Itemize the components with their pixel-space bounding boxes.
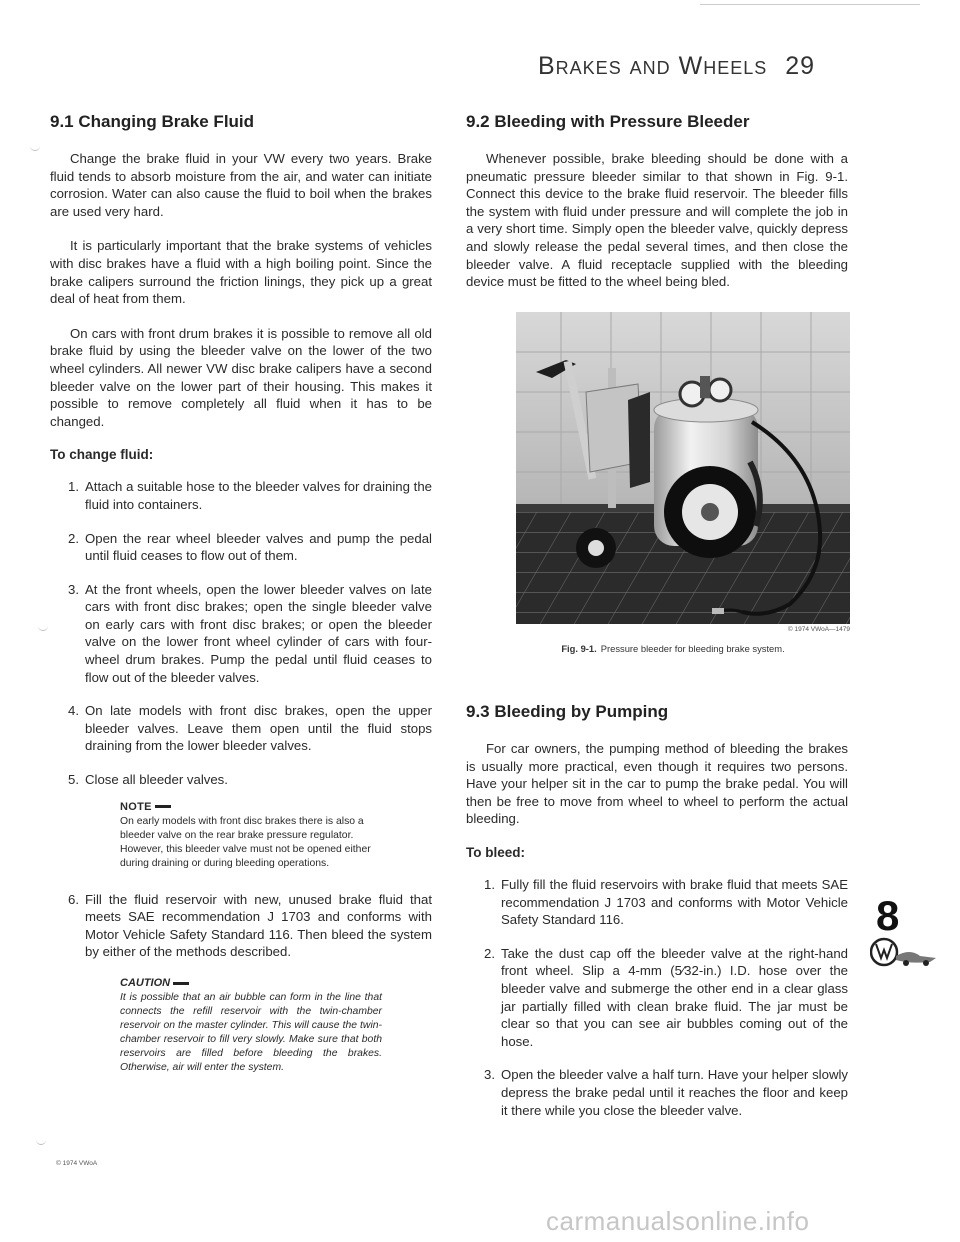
section-heading-9-3: 9.3 Bleeding by Pumping <box>466 702 669 721</box>
margin-mark <box>36 1134 46 1145</box>
top-rule <box>700 4 920 5</box>
step-item <box>50 530 432 565</box>
note-box <box>120 801 382 871</box>
step-item <box>50 702 432 755</box>
change-fluid-steps-continued <box>50 891 432 961</box>
pressure-bleeder-photo <box>516 312 850 624</box>
step-text: Close all bleeder valves. <box>85 772 228 788</box>
running-header-title: Brakes and Wheels <box>538 52 768 80</box>
page-number: 29 <box>785 52 816 80</box>
section-9-3 <box>466 702 848 1135</box>
paragraph: Whenever possible, brake bleeding should be done with a pneumatic pressure bleeder similar to that shown in Fig. 9-1. Connect this device to the brake fluid reservoir. The bleeder fills the system with fluid under pressure and will complete the job in a very short time. Simply open the bleeder valve, quickly depress and slowly release the pedal several times, and then close the bleeder valve. A fluid receptacle supplied with the bleeding device must be fitted to the wheel being bled. <box>466 151 848 290</box>
step-text: Open the bleeder valve a half turn. Have your helper slowly depress the brake pedal until it reaches the floor and keep it there while you close the bleeder valve. <box>501 1067 848 1118</box>
step-number: 3. <box>484 1067 495 1083</box>
step-item <box>50 581 432 687</box>
step-item <box>466 876 848 929</box>
procedure-subhead: To change fluid: <box>50 447 154 463</box>
left-column <box>50 112 432 1075</box>
step-number: 3. <box>68 581 79 597</box>
step-number: 1. <box>68 479 79 495</box>
figure-caption-text: Pressure bleeder for bleeding brake system. <box>600 643 785 654</box>
caution-box <box>120 977 382 1075</box>
figure-caption <box>506 643 840 654</box>
step-text: Fill the fluid reservoir with new, unused brake fluid that meets SAE recommendation J 1703 and conforms with Motor Vehicle Safety Standard 116. Then bleed the system by either of the methods described. <box>85 891 432 960</box>
step-item <box>466 1066 848 1119</box>
step-text: Attach a suitable hose to the bleeder valves for draining the fluid into containers. <box>85 479 432 512</box>
paragraph: On cars with front drum brakes it is possible to remove all old brake fluid by using the bleeder valve on the lower of the two wheel cylinders. All newer VW disc brake calipers have a second bleeder valve on the lower part of their housing. This makes it possible to remove completely all fluid when it has to be changed. <box>50 325 432 429</box>
right-column <box>466 112 848 308</box>
chapter-tab <box>870 892 940 972</box>
running-header <box>538 52 858 81</box>
footer-copyright: © 1974 VWoA <box>56 1160 98 1167</box>
note-label: NOTE <box>120 801 382 813</box>
step-text: Fully fill the fluid reservoirs with brake fluid that meets SAE recommendation J 1703 and conforms with Motor Vehicle Safety Standard 116. <box>501 876 848 928</box>
figure-9-1 <box>516 312 850 654</box>
bleed-steps <box>466 876 848 1119</box>
caution-label: CAUTION <box>120 977 382 989</box>
step-text: Open the rear wheel bleeder valves and pump the pedal until fluid ceases to flow out of them. <box>85 530 432 564</box>
step-text: At the front wheels, open the lower bleeder valves on late cars with front disc brakes; open the single bleeder valve on early cars with front disc brakes; or open the bleeder valve on the lower front wheel cylinder of cars with four-wheel drum brakes. Pump the pedal until fluid ceases to flow out of the bleeder valves. <box>85 581 432 685</box>
step-item <box>50 771 432 789</box>
paragraph: Change the brake fluid in your VW every two years. Brake fluid tends to absorb moisture from the air, and water can initiate corrosion. Water can also cause the fluid to boil when the brakes are used very hard. <box>50 151 432 219</box>
caution-text: It is possible that an air bubble can form in the line that connects the refill reservoir with the twin-chamber reservoir on the master cylinder. This will cause the twin-chamber reservoir to fill very slowly. Make sure that both reservoirs are filled before bleeding the brakes. Otherwise, air will enter the system. <box>120 992 382 1073</box>
margin-mark <box>30 140 40 151</box>
step-item <box>50 891 432 961</box>
photo-credit: © 1974 VWoA—1479 <box>787 626 850 633</box>
step-number: 4. <box>68 703 79 719</box>
section-heading-9-1: 9.1 Changing Brake Fluid <box>50 112 255 131</box>
paragraph: For car owners, the pumping method of bleeding the brakes is usually more practical, even though it requires two persons. Have your helper sit in the car to pump the brake pedal. You will then be free to move from wheel to wheel to perform the actual bleeding. <box>466 741 848 827</box>
step-number: 2. <box>484 945 495 961</box>
step-number: 6. <box>68 891 79 907</box>
watermark: carmanualsonline.info <box>546 1206 810 1236</box>
step-text: On late models with front disc brakes, open the upper bleeder valves. Leave them open until the fluid stops draining from the lower bleeder valves. <box>85 703 432 754</box>
margin-mark <box>38 620 48 631</box>
step-item <box>50 478 432 513</box>
section-heading-9-2: 9.2 Bleeding with Pressure Bleeder <box>466 112 750 131</box>
step-item <box>466 945 848 1051</box>
figure-label: Fig. 9-1. <box>561 643 597 654</box>
paragraph: It is particularly important that the brake systems of vehicles with disc brakes have a fluid with a high boiling point. Since the brake calipers surround the friction linings, they pick up a great deal of heat from them. <box>50 238 432 307</box>
procedure-subhead: To bleed: <box>466 844 525 860</box>
step-number: 1. <box>484 876 495 892</box>
step-text: Take the dust cap off the bleeder valve at the right-hand front wheel. Slip a 4-mm (5⁄32-in.) I.D. hose over the bleeder valve and submerge the other end in a clear glass jar partially filled with clean brake fluid. The jar must be clear so that you can see air bubbles coming out of the hose. <box>501 945 848 1049</box>
vw-logo-icon <box>870 936 940 972</box>
step-number: 5. <box>68 772 79 788</box>
step-number: 2. <box>68 530 79 546</box>
note-text: On early models with front disc brakes there is also a bleeder valve on the rear brake pressure regulator. However, this bleeder valve must not be opened either during draining or during bleeding operations. <box>120 815 371 869</box>
chapter-number: 8 <box>876 892 900 939</box>
change-fluid-steps <box>50 478 432 788</box>
